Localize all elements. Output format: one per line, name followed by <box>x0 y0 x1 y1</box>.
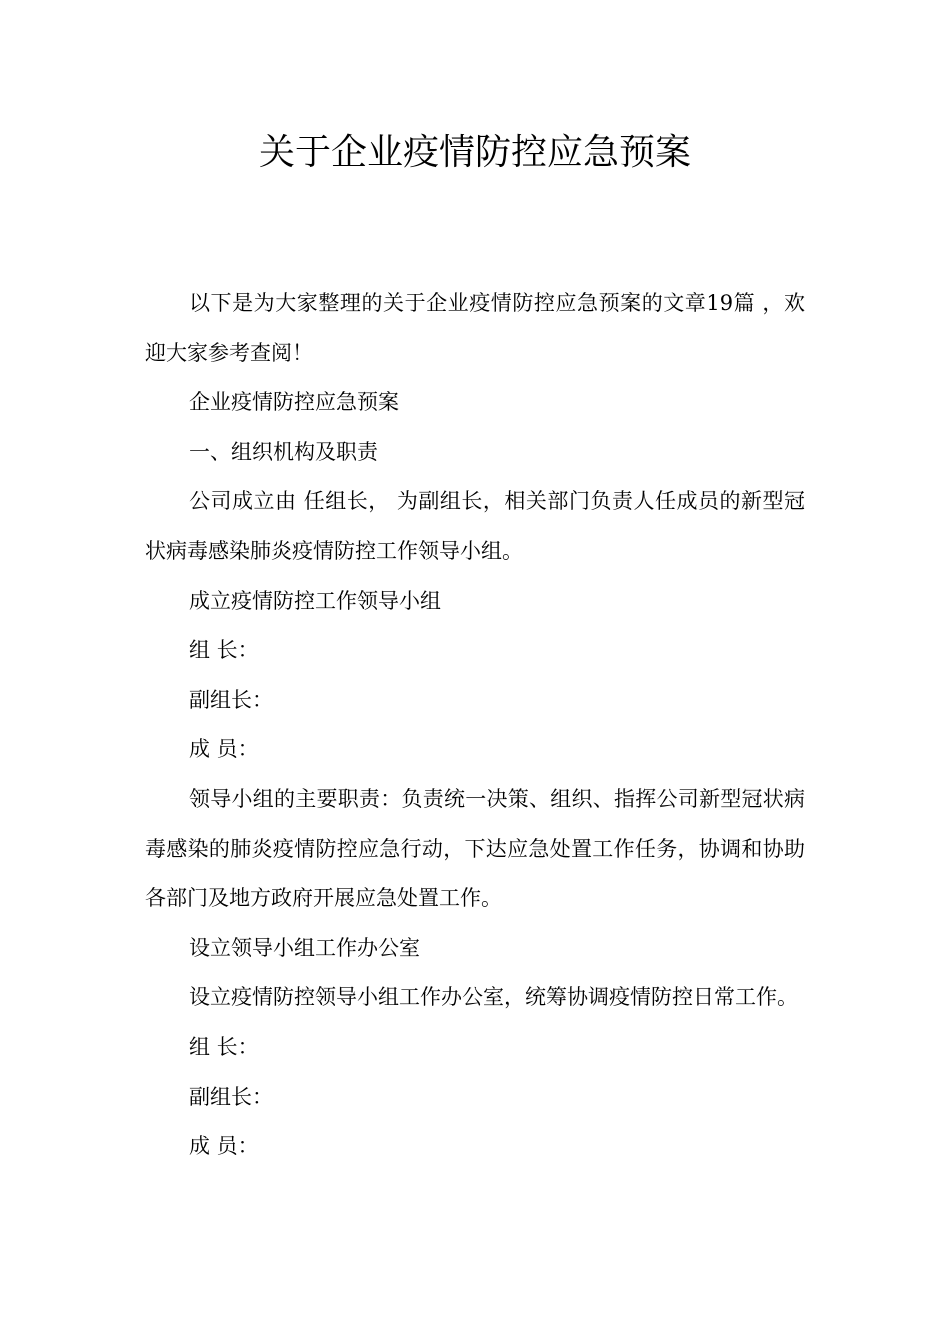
paragraph-main-duties: 领导小组的主要职责：负责统一决策、组织、指挥公司新型冠状病毒感染的肺炎疫情防控应急行动，下达应急处置工作任务，协调和协助各部门及地方政府开展应急处置工作。 <box>145 786 805 911</box>
paragraph-office-leader: 组 长： <box>189 1034 259 1059</box>
paragraph-office-deputy-leader: 副组长： <box>189 1084 273 1109</box>
paragraph-office-setup: 设立疫情防控领导小组工作办公室，统筹协调疫情防控日常工作。 <box>189 985 798 1010</box>
paragraph-deputy-leader: 副组长： <box>189 687 273 712</box>
paragraph-leadership-group-heading: 成立疫情防控工作领导小组 <box>189 588 441 613</box>
paragraph-plan-heading: 企业疫情防控应急预案 <box>189 390 399 415</box>
document-body <box>145 279 805 1172</box>
paragraph-intro: 以下是为大家整理的关于企业疫情防控应急预案的文章19篇 ，欢迎大家参考查阅！ <box>145 291 805 365</box>
paragraph-leadership-setup: 公司成立由 任组长， 为副组长，相关部门负责人任成员的新型冠状病毒感染肺炎疫情防控工作领导小组。 <box>145 489 805 563</box>
paragraph-section-heading: 一、组织机构及职责 <box>189 439 378 464</box>
document-title: 关于企业疫情防控应急预案 <box>258 132 691 173</box>
paragraph-members: 成 员： <box>189 737 259 762</box>
paragraph-office-heading: 设立领导小组工作办公室 <box>189 935 420 960</box>
paragraph-leader: 组 长： <box>189 638 259 663</box>
paragraph-office-members: 成 员： <box>189 1134 259 1159</box>
